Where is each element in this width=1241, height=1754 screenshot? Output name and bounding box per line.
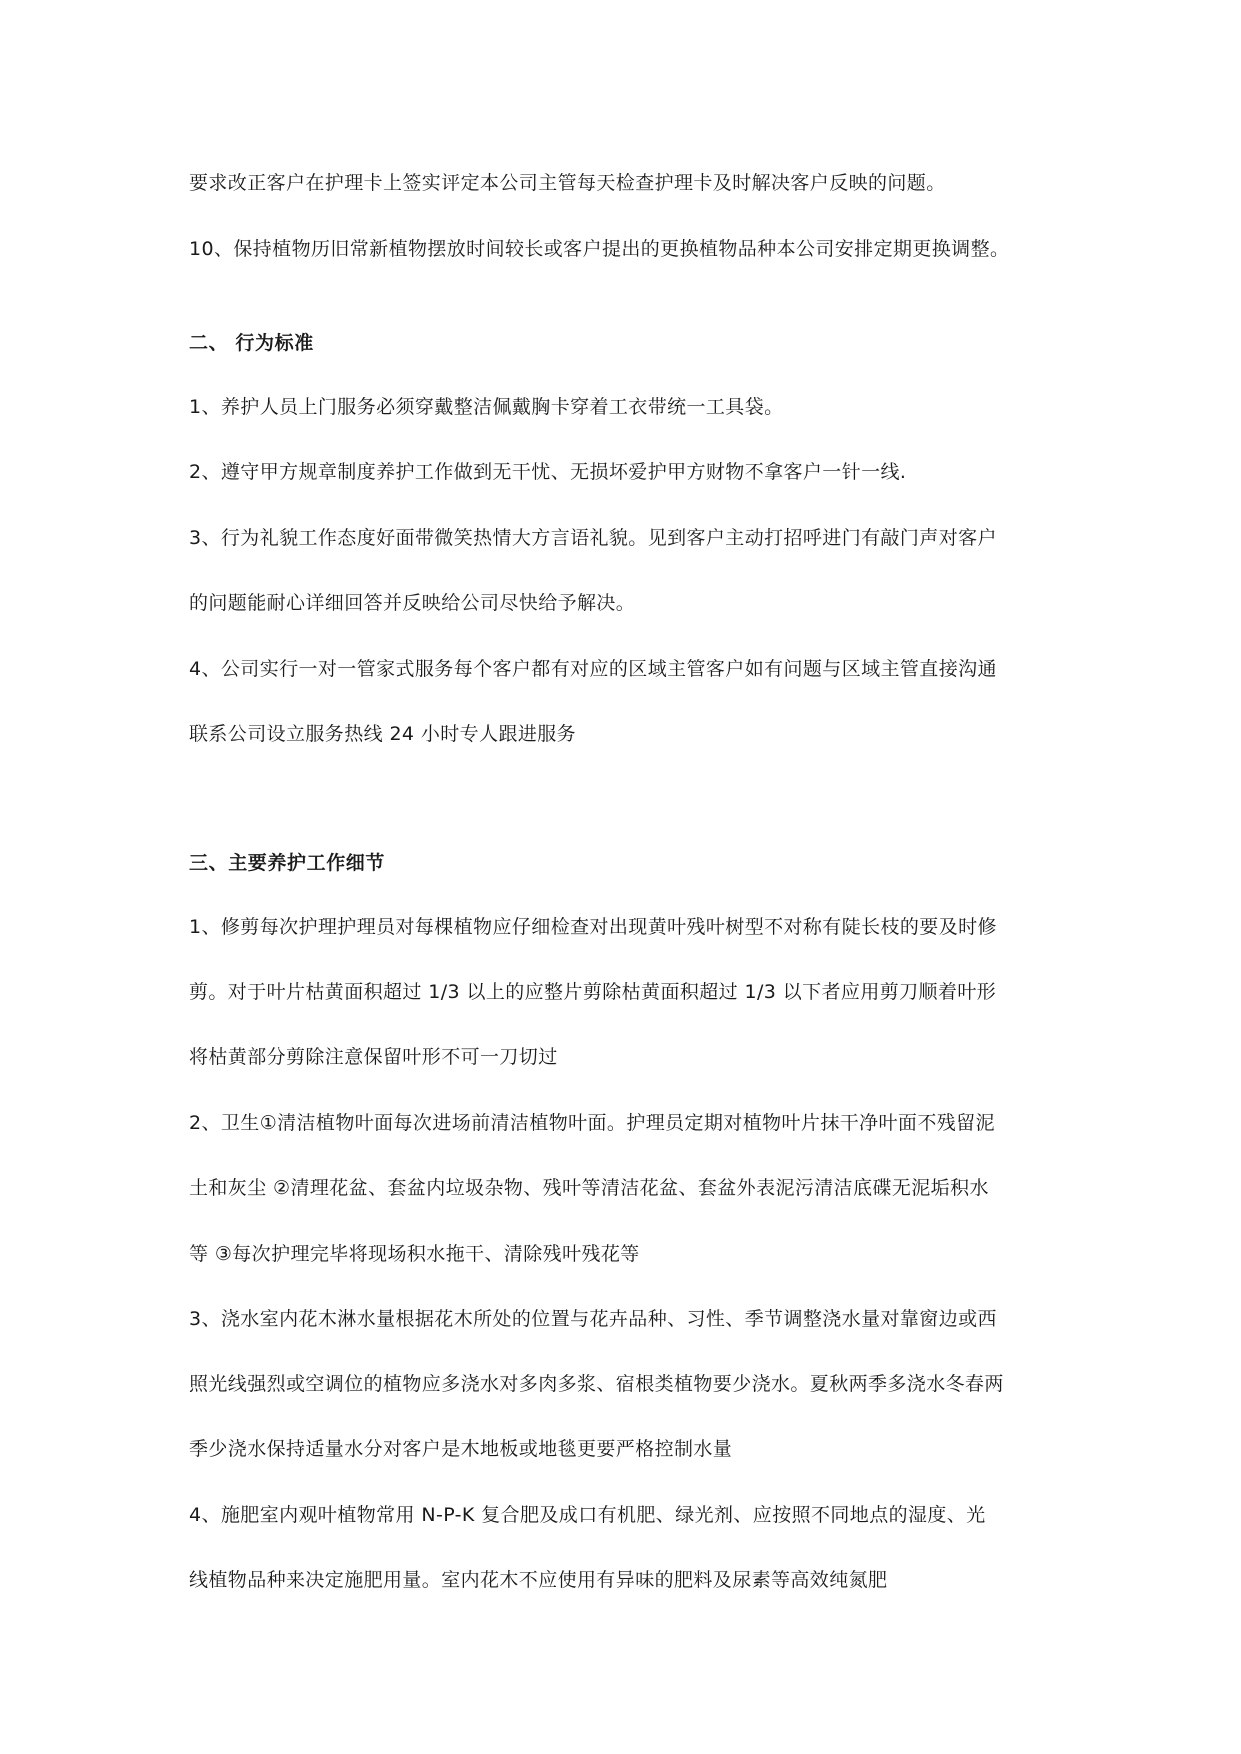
paragraph-line: 剪。对于叶片枯黄面积超过 1/3 以上的应整片剪除枯黄面积超过 1/3 以下者应用剪刀顺着叶形: [189, 981, 997, 1003]
paragraph-line: 10、保持植物历旧常新植物摆放时间较长或客户提出的更换植物品种本公司安排定期更换调整。: [189, 238, 1010, 260]
section-heading: 三、主要养护工作细节: [189, 852, 386, 874]
paragraph-line: 1、修剪每次护理护理员对每棵植物应仔细检查对出现黄叶残叶树型不对称有陡长枝的要及时修: [189, 916, 997, 938]
paragraph-line: 联系公司设立服务热线 24 小时专人跟进服务: [189, 723, 577, 745]
paragraph-line: 2、卫生①清洁植物叶面每次进场前清洁植物叶面。护理员定期对植物叶片抹干净叶面不残留泥: [189, 1112, 995, 1134]
paragraph-line: 照光线强烈或空调位的植物应多浇水对多肉多浆、宿根类植物要少浇水。夏秋两季多浇水冬春两: [189, 1373, 1004, 1395]
paragraph-line: 线植物品种来决定施肥用量。室内花木不应使用有异味的肥料及尿素等高效纯氮肥: [189, 1569, 888, 1591]
section-heading: 二、 行为标准: [189, 332, 314, 354]
paragraph-line: 3、浇水室内花木淋水量根据花木所处的位置与花卉品种、习性、季节调整浇水量对靠窗边或西: [189, 1308, 997, 1330]
paragraph-line: 4、施肥室内观叶植物常用 N-P-K 复合肥及成口有机肥、绿光剂、应按照不同地点的湿度、光: [189, 1504, 986, 1526]
paragraph-line: 将枯黄部分剪除注意保留叶形不可一刀切过: [189, 1046, 558, 1068]
paragraph-line: 等 ③每次护理完毕将现场积水拖干、清除残叶残花等: [189, 1243, 640, 1265]
paragraph-line: 1、养护人员上门服务必须穿戴整洁佩戴胸卡穿着工衣带统一工具袋。: [189, 396, 784, 418]
paragraph-line: 2、遵守甲方规章制度养护工作做到无干忧、无损坏爱护甲方财物不拿客户一针一线.: [189, 461, 907, 483]
paragraph-line: 4、公司实行一对一管家式服务每个客户都有对应的区域主管客户如有问题与区域主管直接沟通: [189, 658, 997, 680]
paragraph-line: 土和灰尘 ②清理花盆、套盆内垃圾杂物、残叶等清洁花盆、套盆外表泥污清洁底碟无泥垢积水: [189, 1177, 989, 1199]
paragraph-line: 的问题能耐心详细回答并反映给公司尽快给予解决。: [189, 592, 636, 614]
paragraph-line: 季少浇水保持适量水分对客户是木地板或地毯更要严格控制水量: [189, 1438, 733, 1460]
paragraph-line: 要求改正客户在护理卡上签实评定本公司主管每天检查护理卡及时解决客户反映的问题。: [189, 172, 946, 194]
paragraph-line: 3、行为礼貌工作态度好面带微笑热情大方言语礼貌。见到客户主动打招呼进门有敲门声对客户: [189, 527, 997, 549]
